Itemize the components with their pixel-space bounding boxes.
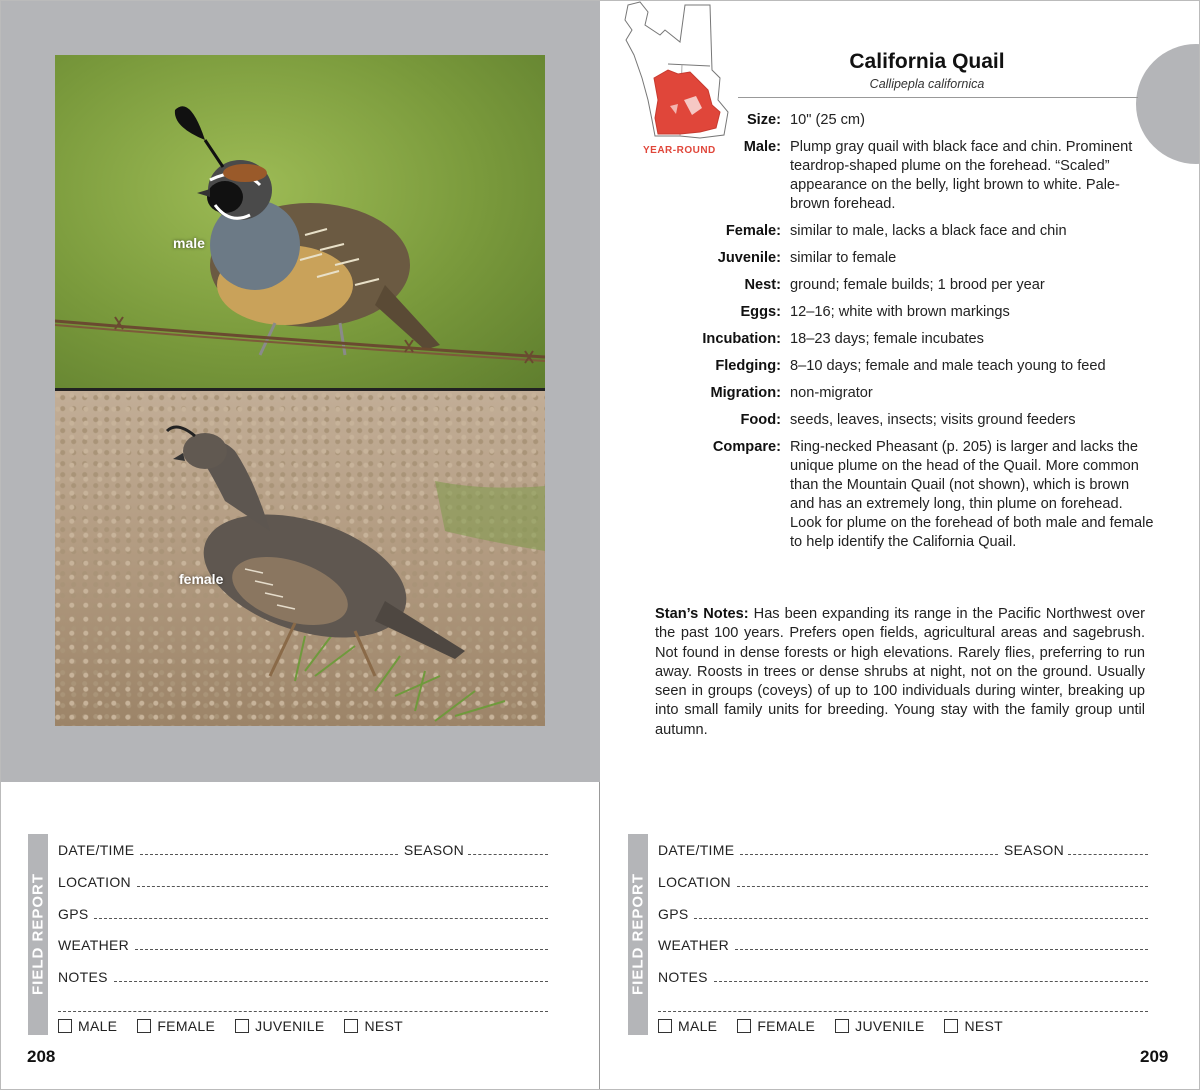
notes-blank-2[interactable] xyxy=(58,1011,548,1012)
juvenile-checkbox[interactable] xyxy=(235,1018,324,1034)
season-label: SEASON xyxy=(1003,842,1064,858)
stans-notes xyxy=(655,605,1145,740)
fact-male xyxy=(700,138,1155,214)
scientific-name: Callipepla californica xyxy=(869,77,985,91)
fact-juvenile xyxy=(700,249,1155,268)
juvenile-checkbox-label: JUVENILE xyxy=(855,1018,925,1034)
fact-key: Juvenile: xyxy=(717,250,781,266)
date-time-line[interactable] xyxy=(658,836,1148,858)
male-quail-illustration xyxy=(55,55,545,389)
checkbox-box[interactable] xyxy=(137,1019,151,1033)
weather-line[interactable] xyxy=(658,931,1148,953)
fact-key: Migration: xyxy=(710,385,781,401)
weather-label: WEATHER xyxy=(658,937,730,953)
notes-body: Has been expanding its range in the Pacific Northwest over the past 100 years. Prefers open fields, agricultural areas and sagebrush. Not found in dense forests or high elevations. Rarely flies, preferring to run away. Roosts in trees or dense shrubs at night, not on the ground. Usually seen in groups (coveys) of up to 100 individuals during winter, breaking up into small family units for breeding. Young stay with the family group until autumn. xyxy=(655,606,1145,738)
species-title: California Quail xyxy=(849,50,1005,73)
fact-value: ground; female builds; 1 brood per year xyxy=(790,277,1045,293)
checkbox-box[interactable] xyxy=(58,1019,72,1033)
female-quail-photo xyxy=(55,391,545,726)
fact-key: Female: xyxy=(725,223,781,239)
nest-checkbox-label: NEST xyxy=(364,1018,404,1034)
location-label: LOCATION xyxy=(658,874,731,890)
nest-checkbox[interactable] xyxy=(344,1018,403,1034)
gps-line[interactable] xyxy=(58,900,548,922)
fact-value: 12–16; white with brown markings xyxy=(790,304,1010,320)
fact-size xyxy=(700,111,1155,130)
male-photo-label: male xyxy=(173,235,205,251)
nest-checkbox-label: NEST xyxy=(964,1018,1004,1034)
date-time-line[interactable] xyxy=(58,836,548,858)
notes-blank[interactable] xyxy=(114,981,548,982)
fact-value: similar to female xyxy=(790,250,897,266)
field-report-bar xyxy=(628,834,648,1035)
notes-line-2[interactable] xyxy=(58,993,548,1015)
field-report-left xyxy=(28,834,548,1036)
female-photo-label: female xyxy=(179,571,224,587)
checkbox-box[interactable] xyxy=(235,1019,249,1033)
page-number-right: 209 xyxy=(1140,1047,1169,1066)
location-label: LOCATION xyxy=(58,874,131,890)
fact-fledging xyxy=(700,357,1155,376)
location-line[interactable] xyxy=(58,868,548,890)
male-quail-photo xyxy=(55,55,545,389)
notes-line-2[interactable] xyxy=(658,993,1148,1015)
date-time-label: DATE/TIME xyxy=(58,842,135,858)
field-report-title: FIELD REPORT xyxy=(629,872,647,996)
fact-nest xyxy=(700,276,1155,295)
checkbox-row xyxy=(658,1018,1003,1034)
field-report-title: FIELD REPORT xyxy=(29,872,47,996)
fact-migration xyxy=(700,384,1155,403)
date-time-blank[interactable] xyxy=(740,854,998,855)
title-rule xyxy=(738,97,1138,98)
season-blank[interactable] xyxy=(468,854,548,855)
checkbox-box[interactable] xyxy=(944,1019,958,1033)
fact-key: Compare: xyxy=(712,439,781,455)
fact-key: Food: xyxy=(740,412,781,428)
fact-value: 10" (25 cm) xyxy=(790,112,865,128)
gps-line[interactable] xyxy=(658,900,1148,922)
gps-label: GPS xyxy=(58,906,89,922)
female-checkbox[interactable] xyxy=(737,1018,815,1034)
fact-value: 8–10 days; female and male teach young to feed xyxy=(790,358,1106,374)
female-checkbox[interactable] xyxy=(137,1018,215,1034)
field-report-bar xyxy=(28,834,48,1035)
notes-label: NOTES xyxy=(58,969,108,985)
fact-compare xyxy=(700,438,1155,552)
female-quail-illustration xyxy=(55,391,545,726)
fact-value: Ring-necked Pheasant (p. 205) is larger and lacks the unique plume on the head of the Quail. More common than the Mountain Quail (not shown), which is brown and has an extremely long, thin plume on forehead. Look for plume on the forehead of both male and female to help identify the California Quail. xyxy=(790,439,1154,550)
weather-line[interactable] xyxy=(58,931,548,953)
nest-checkbox[interactable] xyxy=(944,1018,1003,1034)
season-blank[interactable] xyxy=(1068,854,1148,855)
notes-line[interactable] xyxy=(658,963,1148,985)
female-checkbox-label: FEMALE xyxy=(157,1018,216,1034)
male-checkbox-label: MALE xyxy=(78,1018,118,1034)
date-time-blank[interactable] xyxy=(140,854,398,855)
fact-value: seeds, leaves, insects; visits ground feeders xyxy=(790,412,1076,428)
date-time-label: DATE/TIME xyxy=(658,842,735,858)
location-blank[interactable] xyxy=(137,886,548,887)
notes-heading: Stan’s Notes: xyxy=(655,606,749,622)
fact-value: similar to male, lacks a black face and chin xyxy=(790,223,1067,239)
fact-key: Male: xyxy=(743,139,781,155)
fact-key: Incubation: xyxy=(702,331,781,347)
weather-blank[interactable] xyxy=(735,949,1148,950)
gps-label: GPS xyxy=(658,906,689,922)
fact-value: Plump gray quail with black face and chin. Prominent teardrop-shaped plume on the forehead. “Scaled” appearance on the belly, light brown to white. Pale-brown forehead. xyxy=(790,139,1133,212)
fact-key: Eggs: xyxy=(740,304,781,320)
location-blank[interactable] xyxy=(737,886,1148,887)
gps-blank[interactable] xyxy=(694,918,1148,919)
checkbox-box[interactable] xyxy=(658,1019,672,1033)
fact-eggs xyxy=(700,303,1155,322)
checkbox-row xyxy=(58,1018,403,1034)
fact-value: non-migrator xyxy=(790,385,873,401)
notes-line[interactable] xyxy=(58,963,548,985)
gps-blank[interactable] xyxy=(94,918,548,919)
notes-blank[interactable] xyxy=(714,981,1148,982)
checkbox-box[interactable] xyxy=(344,1019,358,1033)
fact-value: 18–23 days; female incubates xyxy=(790,331,984,347)
juvenile-checkbox-label: JUVENILE xyxy=(255,1018,325,1034)
field-report-right xyxy=(628,834,1148,1036)
weather-blank[interactable] xyxy=(135,949,548,950)
season-label: SEASON xyxy=(403,842,464,858)
location-line[interactable] xyxy=(658,868,1148,890)
notes-blank-2[interactable] xyxy=(658,1011,1148,1012)
male-checkbox-label: MALE xyxy=(678,1018,718,1034)
fact-food xyxy=(700,411,1155,430)
fact-key: Fledging: xyxy=(715,358,781,374)
checkbox-box[interactable] xyxy=(835,1019,849,1033)
checkbox-box[interactable] xyxy=(737,1019,751,1033)
species-facts xyxy=(700,111,1155,560)
fact-key: Size: xyxy=(746,112,781,128)
male-checkbox[interactable] xyxy=(58,1018,117,1034)
fact-key: Nest: xyxy=(744,277,781,293)
weather-label: WEATHER xyxy=(58,937,130,953)
range-map-label: YEAR-ROUND xyxy=(643,145,716,156)
fact-female xyxy=(700,222,1155,241)
page-number-left: 208 xyxy=(27,1047,56,1066)
fact-incubation xyxy=(700,330,1155,349)
juvenile-checkbox[interactable] xyxy=(835,1018,924,1034)
female-checkbox-label: FEMALE xyxy=(757,1018,816,1034)
notes-label: NOTES xyxy=(658,969,708,985)
male-checkbox[interactable] xyxy=(658,1018,717,1034)
